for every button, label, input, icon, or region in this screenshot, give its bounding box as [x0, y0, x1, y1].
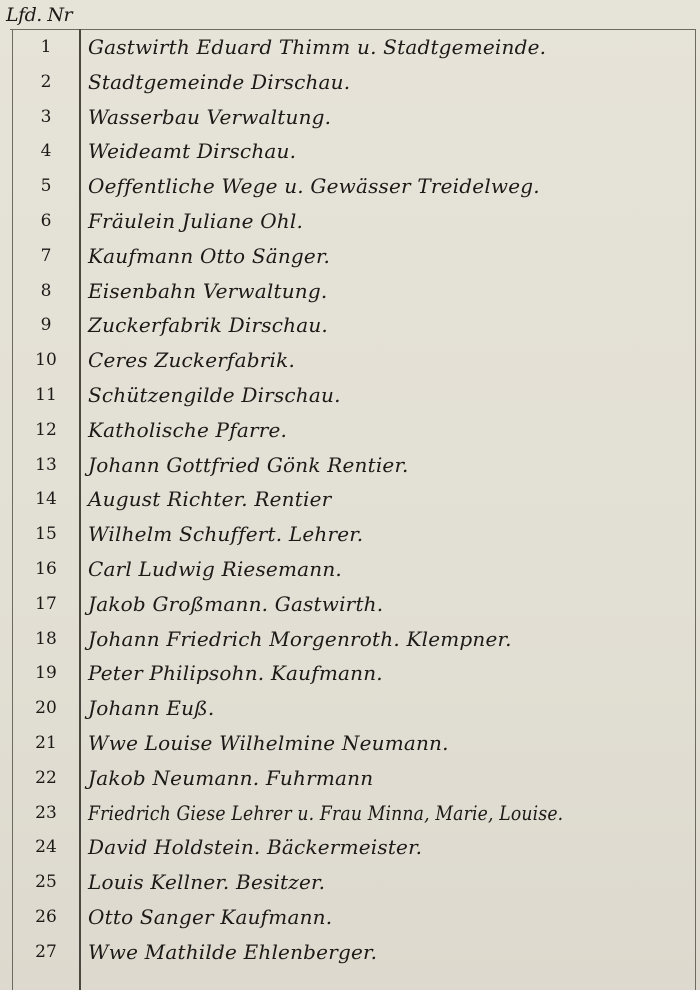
- entry-name: David Holdstein. Bäckermeister.: [88, 835, 423, 860]
- entry-row: [0, 274, 700, 309]
- entry-row: [0, 796, 700, 831]
- entry-number: 18: [35, 628, 57, 649]
- entry-name: Carl Ludwig Riesemann.: [88, 556, 342, 581]
- entry-row: [0, 900, 700, 935]
- entry-name: Johann Friedrich Morgenroth. Klempner.: [88, 626, 512, 651]
- entry-number: 6: [40, 210, 52, 231]
- entry-number: 21: [35, 732, 57, 753]
- entry-row: [0, 482, 700, 517]
- entry-row: [0, 30, 700, 65]
- column-header: Lfd. Nr: [6, 4, 73, 26]
- entry-name: Zuckerfabrik Dirschau.: [88, 313, 328, 338]
- entry-row: [0, 761, 700, 796]
- entry-name: Gastwirth Eduard Thimm u. Stadtgemeinde.: [88, 35, 547, 59]
- entry-row: [0, 865, 700, 900]
- entry-number: 17: [35, 593, 57, 614]
- entry-row: [0, 169, 700, 204]
- entry-row: [0, 448, 700, 483]
- entry-number: 13: [35, 454, 57, 475]
- entry-name: Louis Kellner. Besitzer.: [88, 870, 326, 895]
- entry-name: Wwe Louise Wilhelmine Neumann.: [88, 730, 449, 755]
- entry-name: Kaufmann Otto Sänger.: [88, 243, 331, 268]
- entry-row: [0, 726, 700, 761]
- entry-row: [0, 552, 700, 587]
- entry-row: [0, 656, 700, 691]
- entry-number: 12: [35, 419, 57, 440]
- entry-number: 14: [35, 489, 57, 510]
- entry-row: [0, 587, 700, 622]
- entry-number: 11: [35, 384, 57, 405]
- entry-number: 15: [35, 524, 57, 545]
- entry-number: 20: [35, 698, 57, 719]
- entry-row: [0, 239, 700, 274]
- entry-number: 27: [35, 941, 57, 962]
- entry-row: [0, 100, 700, 135]
- entry-row: [0, 378, 700, 413]
- entry-row: [0, 622, 700, 657]
- entry-number: 23: [35, 802, 57, 823]
- entry-row: [0, 830, 700, 865]
- entry-row: [0, 517, 700, 552]
- entry-name: Eisenbahn Verwaltung.: [88, 278, 328, 303]
- entry-name: Jakob Neumann. Fuhrmann: [88, 765, 374, 790]
- entry-number: 9: [40, 315, 52, 336]
- entry-name: Jakob Großmann. Gastwirth.: [88, 591, 384, 616]
- entry-name: Otto Sanger Kaufmann.: [88, 904, 333, 929]
- entry-number: 16: [35, 558, 57, 579]
- entry-number: 4: [40, 141, 52, 162]
- entry-number: 26: [35, 906, 57, 927]
- entry-name: Peter Philipsohn. Kaufmann.: [88, 661, 383, 686]
- entry-number: 25: [35, 872, 57, 893]
- entry-number: 8: [40, 280, 52, 301]
- entry-name: Stadtgemeinde Dirschau.: [88, 69, 351, 94]
- entry-name: Wwe Mathilde Ehlenberger.: [88, 939, 378, 964]
- entry-name: Friedrich Giese Lehrer u. Frau Minna, Marie, Louise.: [88, 800, 564, 825]
- entry-number: 3: [40, 106, 52, 127]
- entry-name: Ceres Zuckerfabrik.: [88, 348, 296, 373]
- entry-name: Johann Euß.: [88, 696, 215, 721]
- entry-number: 2: [40, 71, 52, 92]
- entry-row: [0, 935, 700, 970]
- entry-row: [0, 65, 700, 100]
- entry-number: 10: [35, 350, 57, 371]
- entry-name: Wilhelm Schuffert. Lehrer.: [88, 522, 364, 547]
- entry-number: 5: [40, 176, 52, 197]
- entry-row: [0, 343, 700, 378]
- entry-name: Fräulein Juliane Ohl.: [88, 208, 304, 233]
- entry-number: 24: [35, 837, 57, 858]
- entry-row: [0, 308, 700, 343]
- entry-row: [0, 204, 700, 239]
- entry-name: Weideamt Dirschau.: [88, 139, 297, 164]
- entry-row: [0, 413, 700, 448]
- entry-name: Johann Gottfried Gönk Rentier.: [88, 452, 409, 477]
- entry-row: [0, 691, 700, 726]
- entry-name: Katholische Pfarre.: [88, 417, 288, 442]
- entry-number: 22: [35, 767, 57, 788]
- entry-list: [0, 30, 700, 970]
- entry-name: Oeffentliche Wege u. Gewässer Treidelweg.: [88, 174, 540, 199]
- entry-name: Schützengilde Dirschau.: [88, 382, 341, 407]
- entry-number: 19: [35, 663, 57, 684]
- entry-row: [0, 134, 700, 169]
- entry-number: 7: [40, 245, 52, 266]
- entry-name: Wasserbau Verwaltung.: [88, 104, 332, 129]
- entry-name: August Richter. Rentier: [88, 487, 332, 512]
- entry-number: 1: [40, 37, 52, 57]
